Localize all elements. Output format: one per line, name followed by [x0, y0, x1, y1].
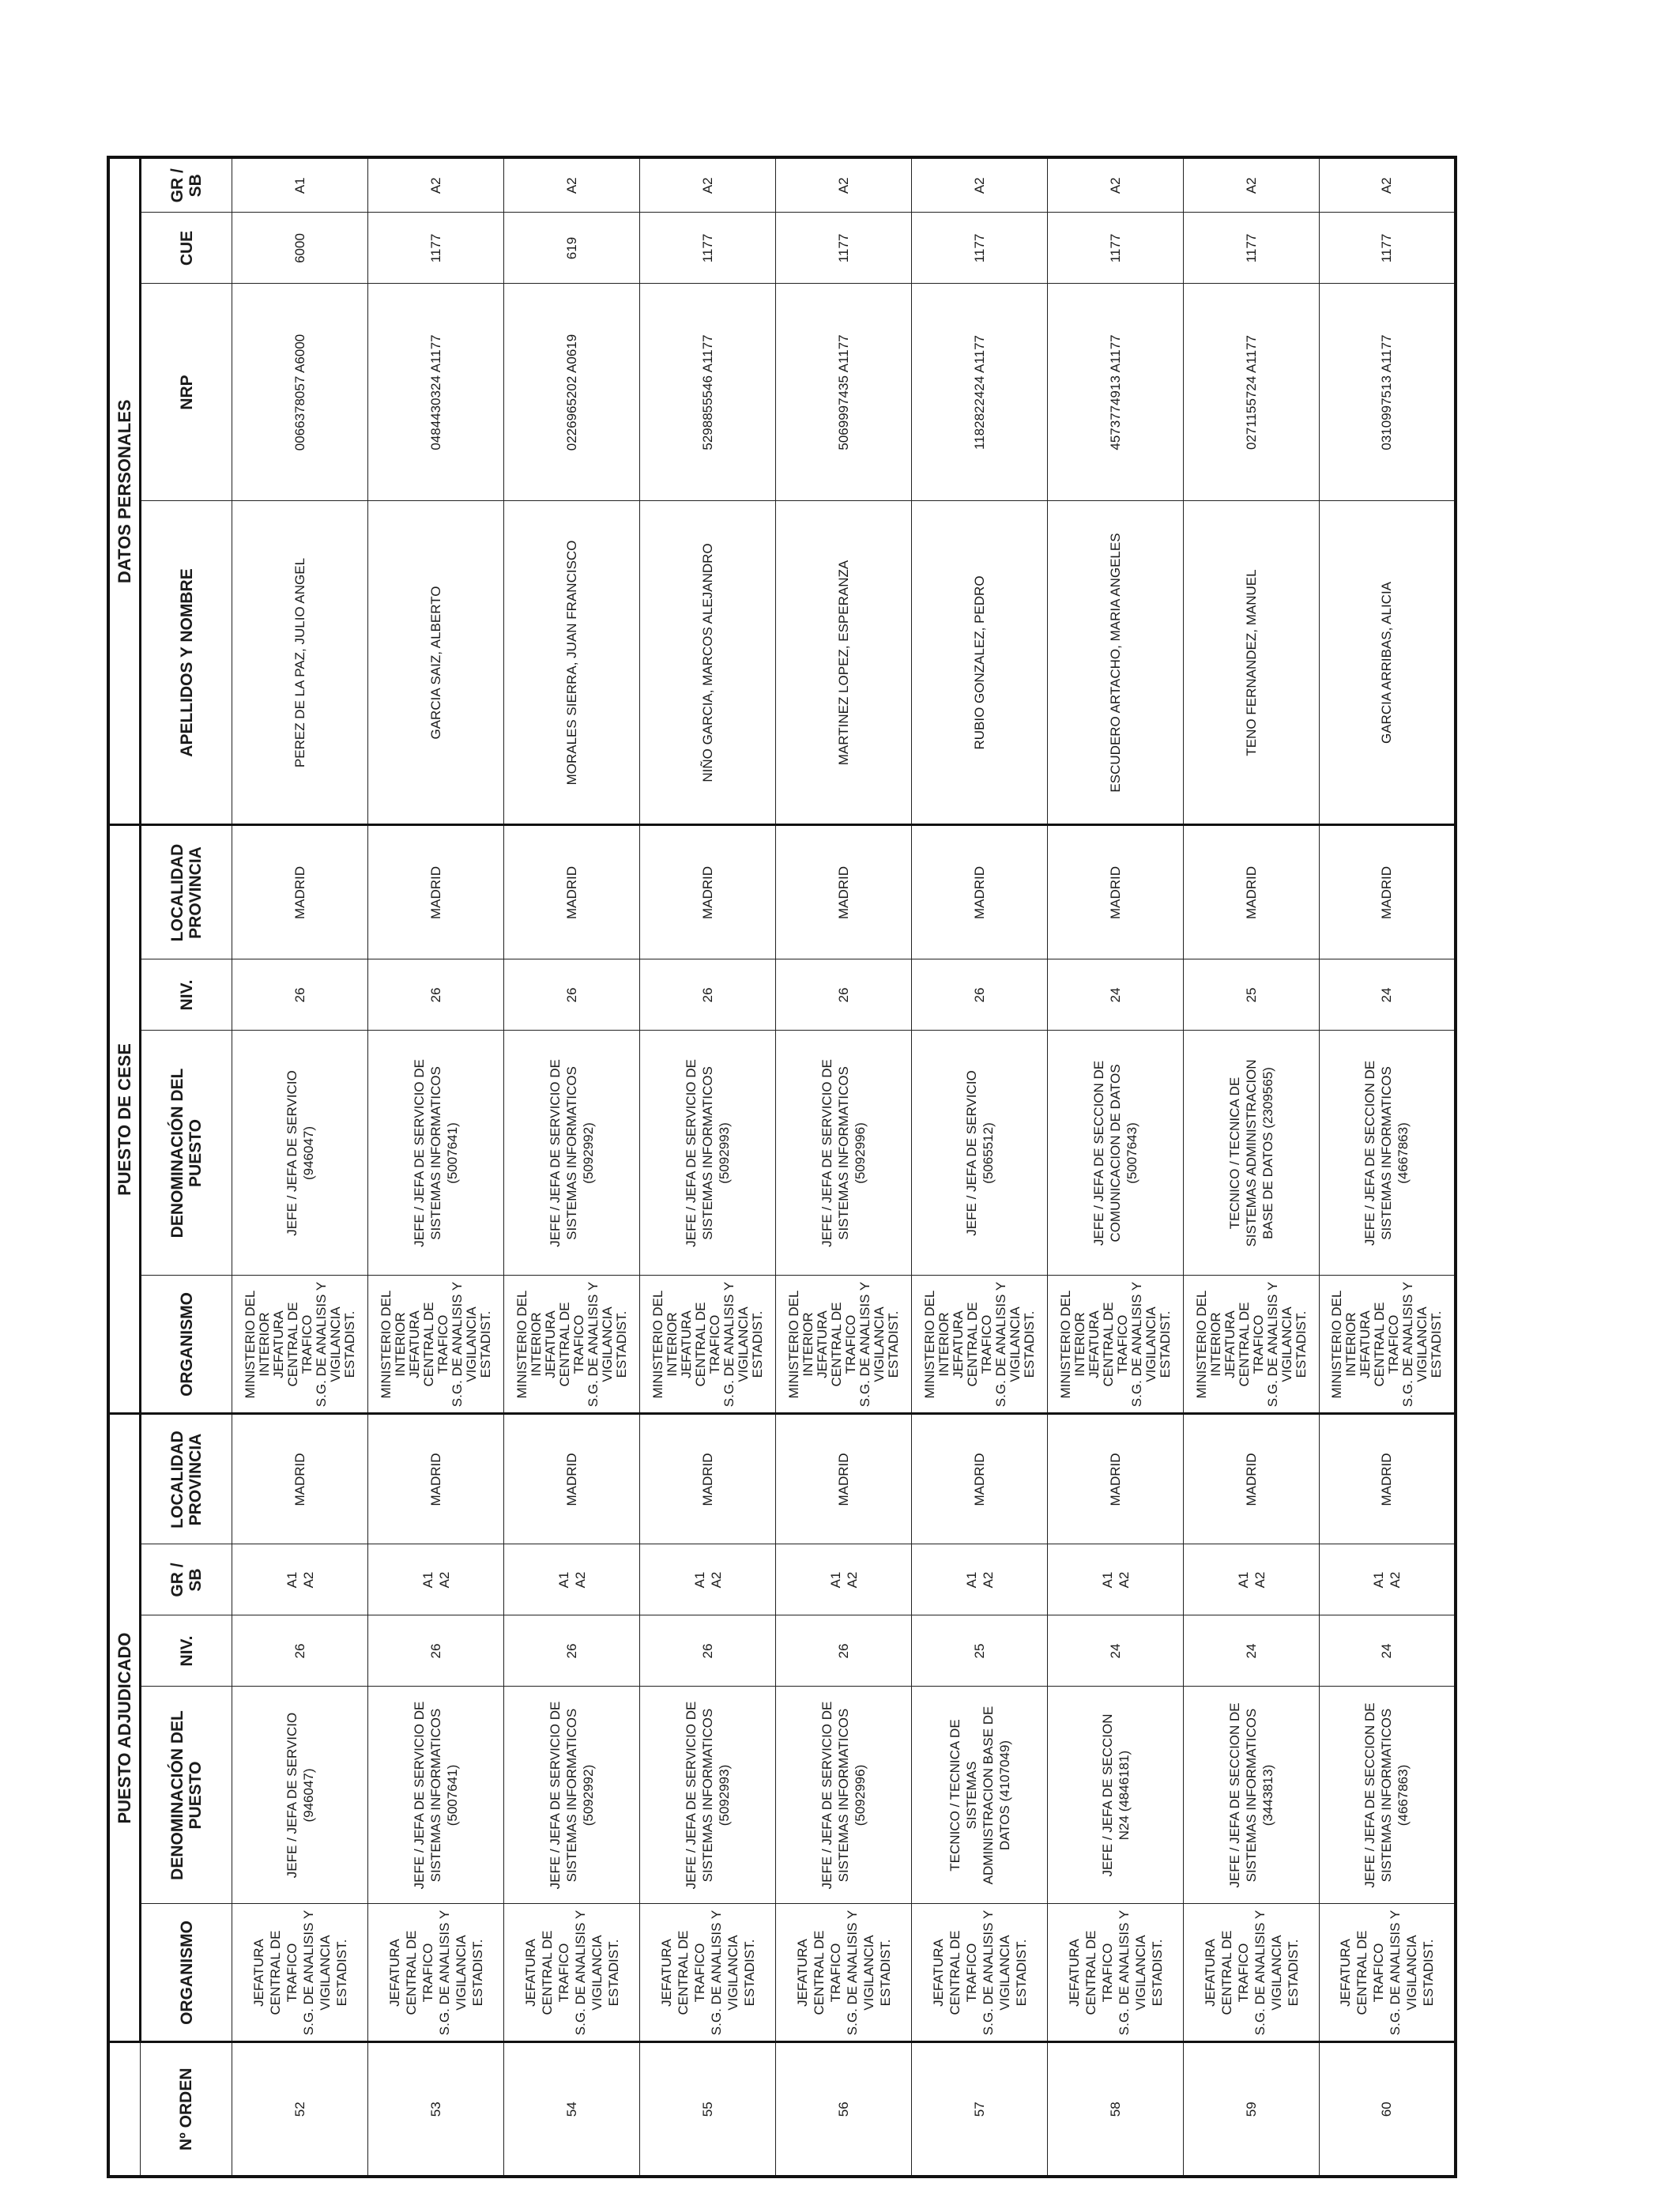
table-row: [640, 157, 776, 2177]
cell-organismo-cese: MINISTERIO DEL INTERIOR JEFATURA CENTRAL DE TRAFICO S.G. DE ANALISIS Y VIGILANCIA ESTADIST.: [1184, 1276, 1320, 1414]
cell-orden: 60: [1320, 2042, 1456, 2177]
cell-cue: 1177: [912, 213, 1048, 284]
cell-denominacion: JEFE / JEFA DE SECCION DE SISTEMAS INFORMATICOS (3443813): [1184, 1687, 1320, 1904]
cell-organismo: JEFATURA CENTRAL DE TRAFICO S.G. DE ANALISIS Y VIGILANCIA ESTADIST.: [912, 1904, 1048, 2042]
cell-orden: 56: [776, 2042, 912, 2177]
cell-denominacion-cese: JEFE / JEFA DE SECCION DE COMUNICACION DE DATOS (5007643): [1048, 1031, 1184, 1276]
cell-denominacion-cese: JEFE / JEFA DE SERVICIO DE SISTEMAS INFORMATICOS (5007641): [368, 1031, 504, 1276]
cell-grsb-personal: A2: [368, 157, 504, 213]
table-row: [368, 157, 504, 2177]
cell-denominacion-cese: JEFE / JEFA DE SERVICIO (946047): [232, 1031, 368, 1276]
cell-grsb: A1 A2: [232, 1544, 368, 1615]
cell-grsb-personal: A2: [1184, 157, 1320, 213]
group-spacer: [108, 2042, 141, 2177]
cell-organismo: JEFATURA CENTRAL DE TRAFICO S.G. DE ANALISIS Y VIGILANCIA ESTADIST.: [368, 1904, 504, 2042]
cell-grsb: A1 A2: [504, 1544, 640, 1615]
cell-nrp: 0484430324 A1177: [368, 284, 504, 501]
col-apellidos: APELLIDOS Y NOMBRE: [141, 501, 232, 825]
cell-niv-cese: 26: [776, 959, 912, 1031]
cell-nrp: 0066378057 A6000: [232, 284, 368, 501]
cell-denominacion-cese: JEFE / JEFA DE SECCION DE SISTEMAS INFORMATICOS (4667863): [1320, 1031, 1456, 1276]
col-organismo-cese: ORGANISMO: [141, 1276, 232, 1414]
table-row: [232, 157, 368, 2177]
cell-grsb-personal: A2: [776, 157, 912, 213]
cell-denominacion-cese: JEFE / JEFA DE SERVICIO DE SISTEMAS INFORMATICOS (5092992): [504, 1031, 640, 1276]
cell-orden: 57: [912, 2042, 1048, 2177]
cell-denominacion: JEFE / JEFA DE SECCION DE SISTEMAS INFORMATICOS (4667863): [1320, 1687, 1456, 1904]
cell-niv-cese: 26: [232, 959, 368, 1031]
column-header-row: [141, 157, 232, 2177]
table-row: [1320, 157, 1456, 2177]
cell-grsb: A1 A2: [1048, 1544, 1184, 1615]
cell-niv: 24: [1048, 1615, 1184, 1687]
cell-nrp: 5298855546 A1177: [640, 284, 776, 501]
col-niv: NIV.: [141, 1615, 232, 1687]
cell-niv-cese: 26: [504, 959, 640, 1031]
cell-localidad-cese: MADRID: [504, 825, 640, 959]
cell-cue: 1177: [1048, 213, 1184, 284]
cell-localidad-cese: MADRID: [1048, 825, 1184, 959]
cell-localidad: MADRID: [368, 1414, 504, 1544]
cell-niv: 26: [776, 1615, 912, 1687]
group-header-row: [108, 157, 141, 2177]
cell-organismo: JEFATURA CENTRAL DE TRAFICO S.G. DE ANALISIS Y VIGILANCIA ESTADIST.: [776, 1904, 912, 2042]
cell-localidad-cese: MADRID: [912, 825, 1048, 959]
cell-localidad-cese: MADRID: [640, 825, 776, 959]
cell-grsb: A1 A2: [1184, 1544, 1320, 1615]
cell-apellidos: NIÑO GARCIA, MARCOS ALEJANDRO: [640, 501, 776, 825]
cell-cue: 1177: [368, 213, 504, 284]
col-denominacion-cese: DENOMINACIÓN DEL PUESTO: [141, 1031, 232, 1276]
table-row: [504, 157, 640, 2177]
cell-cue: 1177: [1184, 213, 1320, 284]
cell-nrp: 0310997513 A1177: [1320, 284, 1456, 501]
cell-organismo-cese: MINISTERIO DEL INTERIOR JEFATURA CENTRAL DE TRAFICO S.G. DE ANALISIS Y VIGILANCIA ESTADIST.: [1320, 1276, 1456, 1414]
col-cue: CUE: [141, 213, 232, 284]
cell-nrp: 0226965202 A0619: [504, 284, 640, 501]
cell-denominacion: JEFE / JEFA DE SERVICIO (946047): [232, 1687, 368, 1904]
cell-niv-cese: 26: [368, 959, 504, 1031]
cell-localidad-cese: MADRID: [1184, 825, 1320, 959]
cell-niv: 26: [640, 1615, 776, 1687]
cell-organismo-cese: MINISTERIO DEL INTERIOR JEFATURA CENTRAL DE TRAFICO S.G. DE ANALISIS Y VIGILANCIA ESTADIST.: [1048, 1276, 1184, 1414]
cell-cue: 6000: [232, 213, 368, 284]
cell-grsb-personal: A1: [232, 157, 368, 213]
cell-grsb: A1 A2: [776, 1544, 912, 1615]
cell-orden: 53: [368, 2042, 504, 2177]
cell-localidad: MADRID: [232, 1414, 368, 1544]
cell-organismo: JEFATURA CENTRAL DE TRAFICO S.G. DE ANALISIS Y VIGILANCIA ESTADIST.: [640, 1904, 776, 2042]
cell-organismo-cese: MINISTERIO DEL INTERIOR JEFATURA CENTRAL DE TRAFICO S.G. DE ANALISIS Y VIGILANCIA ESTADIST.: [504, 1276, 640, 1414]
cell-nrp: 0271155724 A1177: [1184, 284, 1320, 501]
assignment-table: [107, 156, 1457, 2178]
cell-nrp: 4573774913 A1177: [1048, 284, 1184, 501]
cell-organismo-cese: MINISTERIO DEL INTERIOR JEFATURA CENTRAL DE TRAFICO S.G. DE ANALISIS Y VIGILANCIA ESTADIST.: [912, 1276, 1048, 1414]
cell-organismo-cese: MINISTERIO DEL INTERIOR JEFATURA CENTRAL DE TRAFICO S.G. DE ANALISIS Y VIGILANCIA ESTADIST.: [232, 1276, 368, 1414]
cell-denominacion: JEFE / JEFA DE SERVICIO DE SISTEMAS INFORMATICOS (5092992): [504, 1687, 640, 1904]
cell-denominacion-cese: JEFE / JEFA DE SERVICIO DE SISTEMAS INFORMATICOS (5092996): [776, 1031, 912, 1276]
cell-grsb: A1 A2: [1320, 1544, 1456, 1615]
cell-organismo: JEFATURA CENTRAL DE TRAFICO S.G. DE ANALISIS Y VIGILANCIA ESTADIST.: [232, 1904, 368, 2042]
cell-organismo-cese: MINISTERIO DEL INTERIOR JEFATURA CENTRAL DE TRAFICO S.G. DE ANALISIS Y VIGILANCIA ESTADIST.: [640, 1276, 776, 1414]
cell-localidad-cese: MADRID: [368, 825, 504, 959]
cell-denominacion: TECNICO / TECNICA DE SISTEMAS ADMINISTRACION BASE DE DATOS (4107049): [912, 1687, 1048, 1904]
cell-apellidos: GARCIA ARRIBAS, ALICIA: [1320, 501, 1456, 825]
cell-niv-cese: 24: [1048, 959, 1184, 1031]
col-localidad: LOCALIDAD PROVINCIA: [141, 1414, 232, 1544]
cell-niv: 24: [1184, 1615, 1320, 1687]
table-row: [1184, 157, 1320, 2177]
cell-denominacion: JEFE / JEFA DE SECCION N24 (4846181): [1048, 1687, 1184, 1904]
cell-localidad: MADRID: [640, 1414, 776, 1544]
cell-orden: 52: [232, 2042, 368, 2177]
cell-grsb-personal: A2: [640, 157, 776, 213]
table-row: [776, 157, 912, 2177]
cell-organismo: JEFATURA CENTRAL DE TRAFICO S.G. DE ANALISIS Y VIGILANCIA ESTADIST.: [1320, 1904, 1456, 2042]
cell-apellidos: GARCIA SAIZ, ALBERTO: [368, 501, 504, 825]
cell-organismo-cese: MINISTERIO DEL INTERIOR JEFATURA CENTRAL DE TRAFICO S.G. DE ANALISIS Y VIGILANCIA ESTADIST.: [776, 1276, 912, 1414]
cell-nrp: 5069997435 A1177: [776, 284, 912, 501]
cell-localidad: MADRID: [912, 1414, 1048, 1544]
cell-organismo: JEFATURA CENTRAL DE TRAFICO S.G. DE ANALISIS Y VIGILANCIA ESTADIST.: [504, 1904, 640, 2042]
cell-localidad: MADRID: [1048, 1414, 1184, 1544]
cell-localidad-cese: MADRID: [776, 825, 912, 959]
table-row: [912, 157, 1048, 2177]
table-row: [1048, 157, 1184, 2177]
cell-orden: 59: [1184, 2042, 1320, 2177]
table-body: [232, 157, 1456, 2177]
cell-cue: 1177: [640, 213, 776, 284]
cell-localidad: MADRID: [1184, 1414, 1320, 1544]
cell-localidad: MADRID: [1320, 1414, 1456, 1544]
cell-grsb-personal: A2: [912, 157, 1048, 213]
cell-localidad: MADRID: [776, 1414, 912, 1544]
cell-organismo-cese: MINISTERIO DEL INTERIOR JEFATURA CENTRAL DE TRAFICO S.G. DE ANALISIS Y VIGILANCIA ESTADIST.: [368, 1276, 504, 1414]
cell-grsb-personal: A2: [1320, 157, 1456, 213]
cell-grsb: A1 A2: [912, 1544, 1048, 1615]
cell-apellidos: ESCUDERO ARTACHO, MARIA ANGELES: [1048, 501, 1184, 825]
col-denominacion: DENOMINACIÓN DEL PUESTO: [141, 1687, 232, 1904]
cell-niv: 24: [1320, 1615, 1456, 1687]
col-grsb: GR / SB: [141, 1544, 232, 1615]
group-puesto-cese: PUESTO DE CESE: [108, 825, 141, 1414]
cell-denominacion-cese: TECNICO / TECNICA DE SISTEMAS ADMINISTRACION BASE DE DATOS (2309565): [1184, 1031, 1320, 1276]
cell-denominacion-cese: JEFE / JEFA DE SERVICIO (5065512): [912, 1031, 1048, 1276]
cell-nrp: 1182822424 A1177: [912, 284, 1048, 501]
cell-grsb: A1 A2: [640, 1544, 776, 1615]
cell-apellidos: TENO FERNANDEZ, MANUEL: [1184, 501, 1320, 825]
col-grsb-personal: GR / SB: [141, 157, 232, 213]
cell-cue: 1177: [776, 213, 912, 284]
cell-denominacion: JEFE / JEFA DE SERVICIO DE SISTEMAS INFORMATICOS (5092993): [640, 1687, 776, 1904]
cell-denominacion: JEFE / JEFA DE SERVICIO DE SISTEMAS INFORMATICOS (5092996): [776, 1687, 912, 1904]
cell-organismo: JEFATURA CENTRAL DE TRAFICO S.G. DE ANALISIS Y VIGILANCIA ESTADIST.: [1048, 1904, 1184, 2042]
cell-denominacion: JEFE / JEFA DE SERVICIO DE SISTEMAS INFORMATICOS (5007641): [368, 1687, 504, 1904]
col-orden: Nº ORDEN: [141, 2042, 232, 2177]
col-localidad-cese: LOCALIDAD PROVINCIA: [141, 825, 232, 959]
cell-grsb-personal: A2: [1048, 157, 1184, 213]
col-organismo: ORGANISMO: [141, 1904, 232, 2042]
cell-niv: 25: [912, 1615, 1048, 1687]
cell-niv-cese: 26: [912, 959, 1048, 1031]
cell-apellidos: PEREZ DE LA PAZ, JULIO ANGEL: [232, 501, 368, 825]
cell-apellidos: RUBIO GONZALEZ, PEDRO: [912, 501, 1048, 825]
cell-orden: 55: [640, 2042, 776, 2177]
group-datos-personales: DATOS PERSONALES: [108, 157, 141, 825]
cell-localidad-cese: MADRID: [232, 825, 368, 959]
group-puesto-adjudicado: PUESTO ADJUDICADO: [108, 1414, 141, 2042]
cell-organismo: JEFATURA CENTRAL DE TRAFICO S.G. DE ANALISIS Y VIGILANCIA ESTADIST.: [1184, 1904, 1320, 2042]
col-nrp: NRP: [141, 284, 232, 501]
cell-niv-cese: 24: [1320, 959, 1456, 1031]
cell-niv-cese: 25: [1184, 959, 1320, 1031]
cell-niv-cese: 26: [640, 959, 776, 1031]
cell-niv: 26: [232, 1615, 368, 1687]
cell-orden: 58: [1048, 2042, 1184, 2177]
cell-niv: 26: [504, 1615, 640, 1687]
cell-orden: 54: [504, 2042, 640, 2177]
cell-grsb: A1 A2: [368, 1544, 504, 1615]
cell-denominacion-cese: JEFE / JEFA DE SERVICIO DE SISTEMAS INFORMATICOS (5092993): [640, 1031, 776, 1276]
cell-apellidos: MARTINEZ LOPEZ, ESPERANZA: [776, 501, 912, 825]
cell-apellidos: MORALES SIERRA, JUAN FRANCISCO: [504, 501, 640, 825]
cell-localidad-cese: MADRID: [1320, 825, 1456, 959]
cell-grsb-personal: A2: [504, 157, 640, 213]
cell-localidad: MADRID: [504, 1414, 640, 1544]
col-niv-cese: NIV.: [141, 959, 232, 1031]
cell-cue: 619: [504, 213, 640, 284]
cell-niv: 26: [368, 1615, 504, 1687]
cell-cue: 1177: [1320, 213, 1456, 284]
